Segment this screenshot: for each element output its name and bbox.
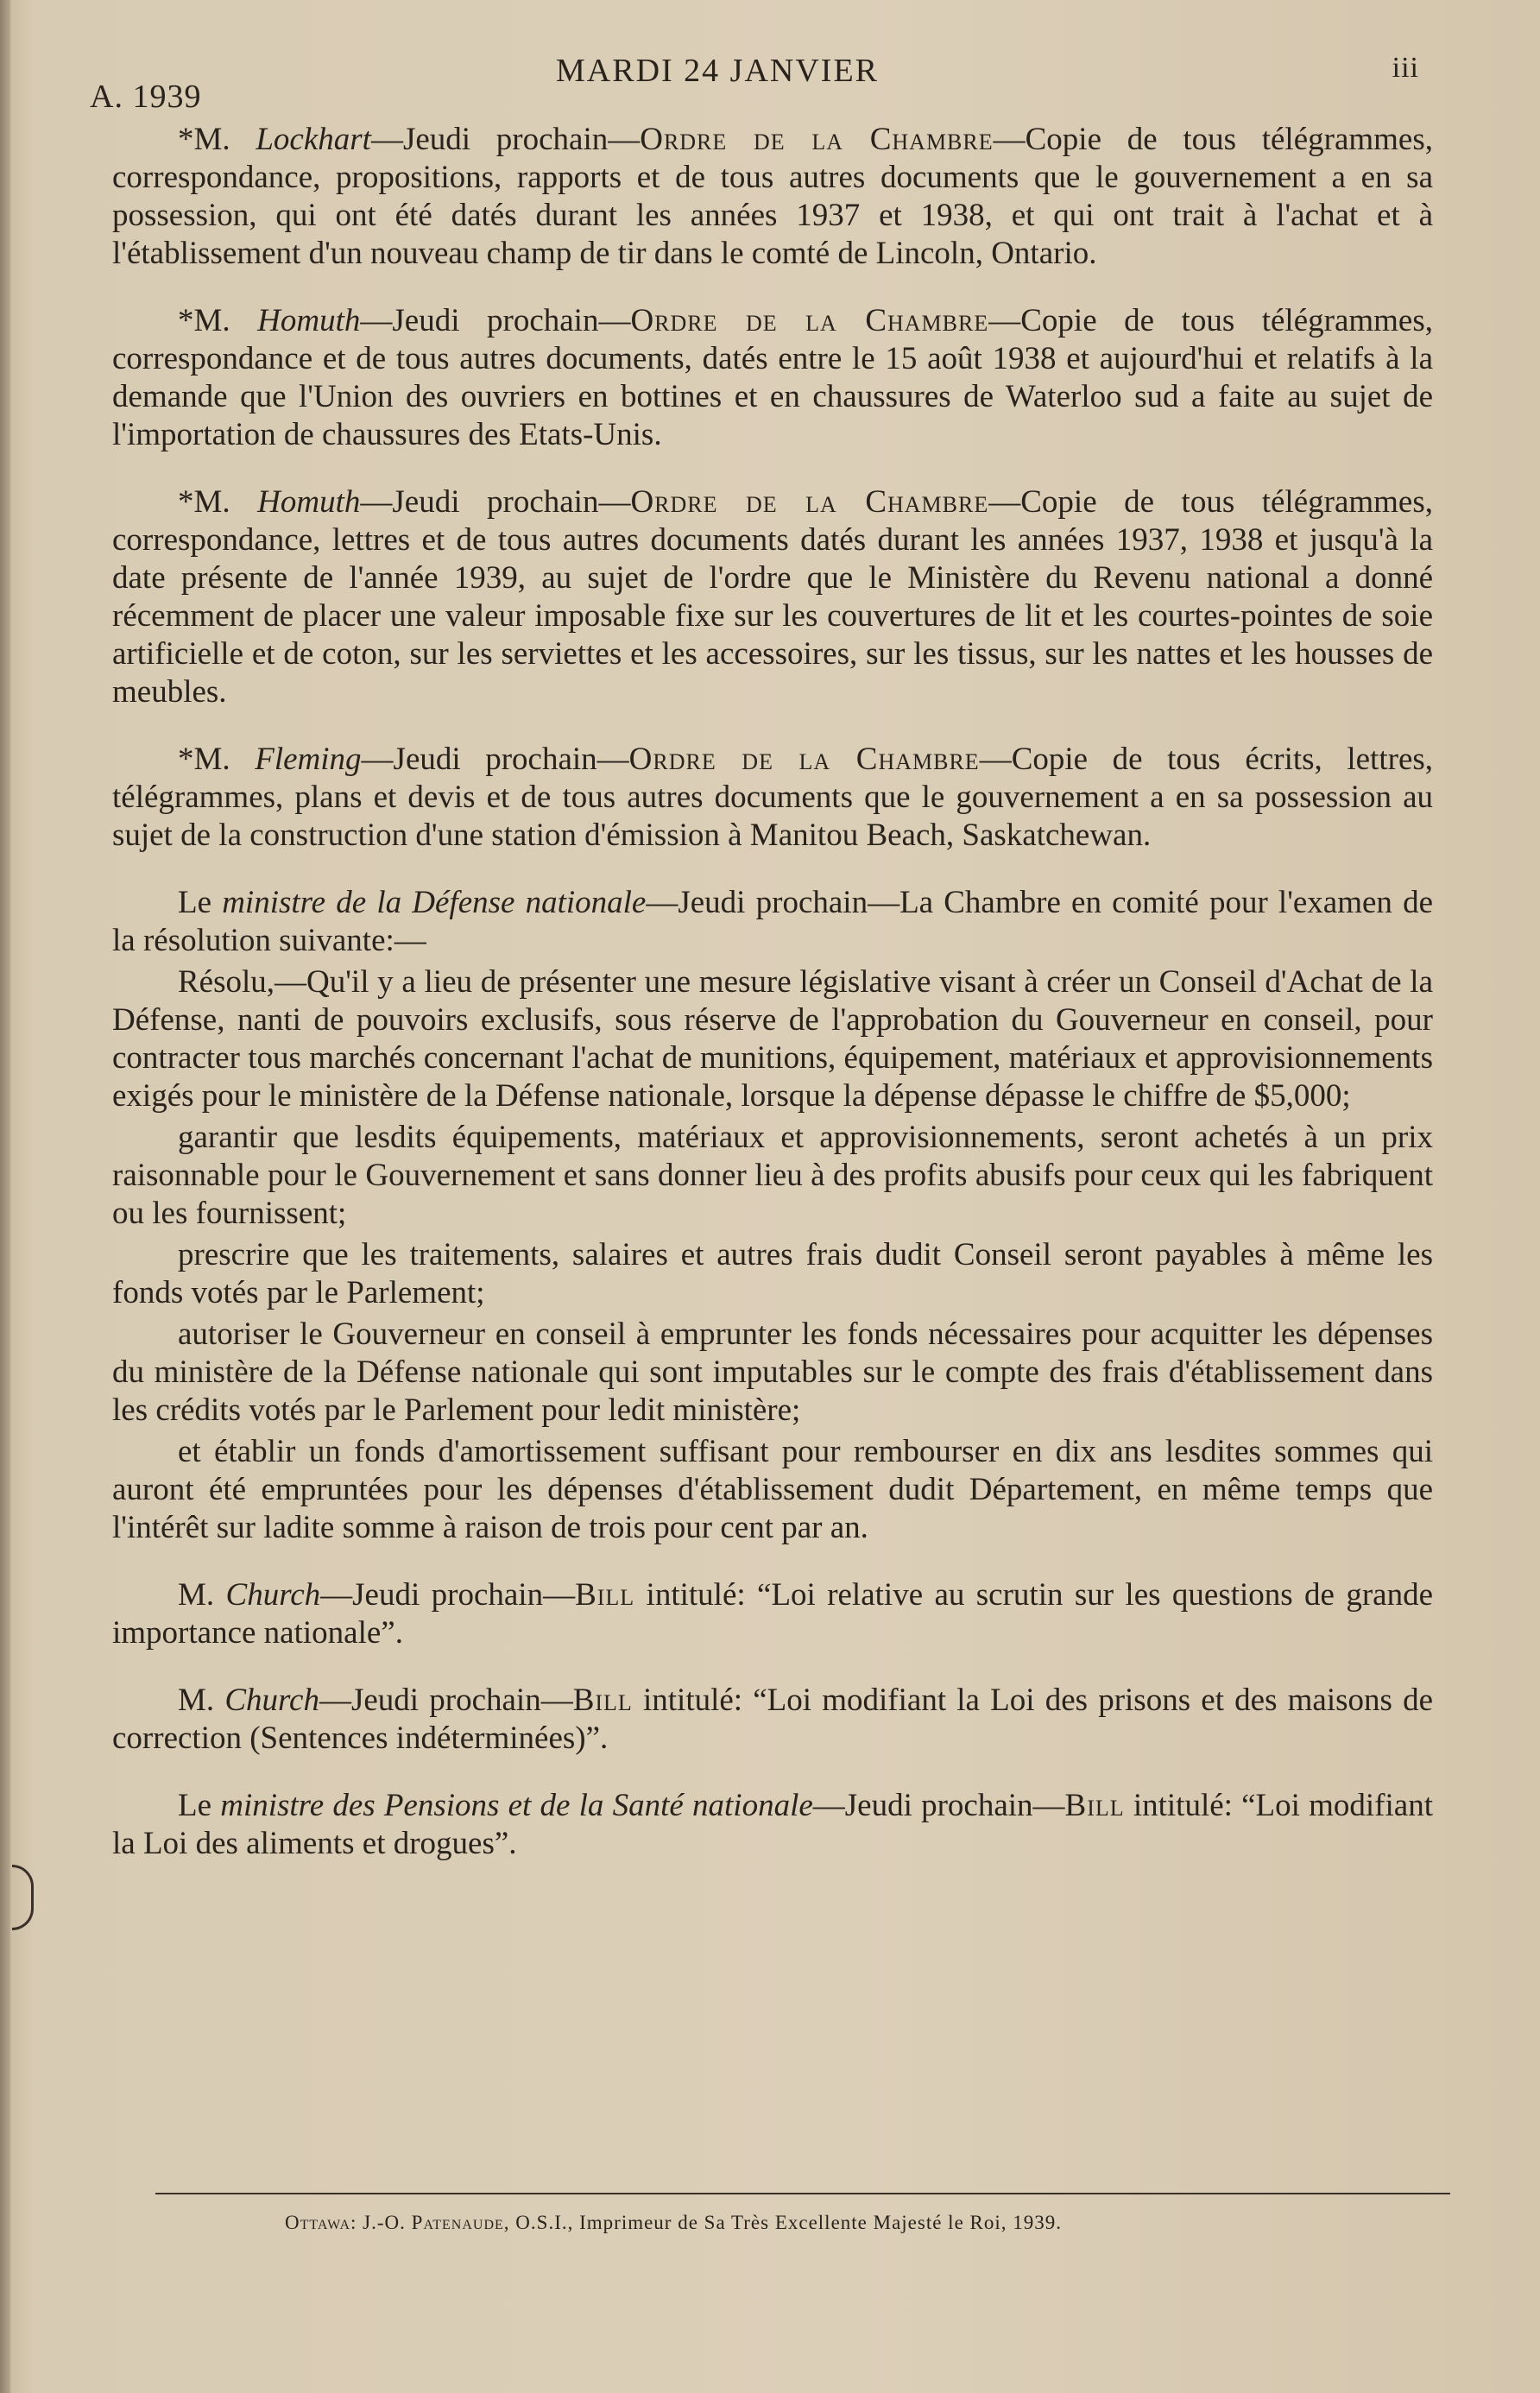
notice-text: —Copie de tous télégrammes, correspondance, lettres et de tous autres documents datés durant les années 1937, 1938 et jusqu'à la date présente de l'année 1939, au sujet de l'ordre que le Ministère du Revenu national a donné récemment de placer une valeur imposable fixe sur les couvertures de lit et les courtes-pointes de soie artificielle et de coton, sur les serviettes et les accessoires, sur les tissus, sur les nattes et les housses de meubles. (112, 484, 1433, 710)
notice-paragraph (112, 741, 1433, 855)
bill-label: Bill (1064, 1788, 1125, 1823)
order-label: Ordre de la Chambre (630, 303, 989, 338)
notice-paragraph (112, 483, 1433, 711)
order-label: Ordre de la Chambre (630, 484, 989, 520)
notice-prefix: M. (178, 1683, 225, 1718)
notice-prefix: *M. (178, 122, 256, 157)
page-header (90, 52, 1419, 115)
member-name: Homuth (257, 303, 361, 338)
printer-imprint (285, 2212, 1407, 2234)
imprint-text: , O.S.I., Imprimeur de Sa Très Excellente Majesté le Roi, 1939. (503, 2212, 1063, 2233)
notice-connector: —Jeudi prochain— (320, 1577, 576, 1613)
member-name: Lockhart (256, 122, 371, 157)
resolution-clause: Résolu,—Qu'il y a lieu de présenter une mesure législative visant à créer un Conseil d'Achat de la Défense, nanti de pouvoirs exclusifs, sous réserve de l'approbation du Gouverneur en conseil, pour contracter tous marchés concernant l'achat de munitions, équipement, matériaux et approvisionnements exigés pour le ministère de la Défense nationale, lorsque la dépense dépasse le chiffre de $5,000; (112, 964, 1433, 1114)
bill-label: Bill (575, 1577, 635, 1613)
notice-prefix: M. (178, 1577, 226, 1613)
notice-prefix: *M. (178, 742, 256, 777)
notice-text: —Copie de tous télégrammes, correspondance et de tous autres documents, datés entre le 15 août 1938 et aujourd'hui et relatifs à la demande que l'Union des ouvriers en bottines et en chaussures de Waterloo sud a faite au sujet de l'importation de chaussures des Etats-Unis. (112, 303, 1433, 452)
imprint-printer: Patenaude (411, 2212, 504, 2233)
resolution-clause: autoriser le Gouverneur en conseil à emprunter les fonds nécessaires pour acquitter les dépenses du ministère de la Défense nationale qui sont imputables sur le compte des frais d'établissement dans les crédits votés par le Parlement pour ledit ministère; (112, 1316, 1433, 1428)
defense-notice (112, 884, 1433, 960)
notice-text: intitulé: “Loi modifiant la Loi des prisons et des maisons de correction (Sentences indéterminées)”. (112, 1683, 1434, 1756)
notice-connector: —Jeudi prochain— (370, 122, 641, 157)
notice-text: —Copie de tous télégrammes, correspondance, propositions, rapports et de tous autres documents que le gouvernement a en sa possession, qui ont été datés durant les années 1937 et 1938, et qui ont trait à l'achat et à l'établissement d'un nouveau champ de tir dans le comté de Lincoln, Ontario. (112, 122, 1433, 271)
imprint-initials: : J.-O. (350, 2212, 412, 2233)
notice-text: intitulé: “Loi modifiant la Loi des aliments et drogues”. (112, 1788, 1433, 1861)
notice-connector: —Jeudi prochain— (361, 742, 629, 777)
order-label: Ordre de la Chambre (628, 742, 980, 777)
header-date: MARDI 24 JANVIER (556, 53, 879, 89)
notice-text: intitulé: “Loi relative au scrutin sur les questions de grande importance nationale”. (112, 1577, 1433, 1651)
notice-prefix: Le (178, 885, 223, 920)
header-page-number: iii (1392, 52, 1419, 84)
bill-label: Bill (572, 1683, 633, 1718)
bill-notice (112, 1682, 1433, 1758)
notice-text: —Copie de tous écrits, lettres, télégrammes, plans et devis et de tous autres documents que le gouvernement a en sa possession au sujet de la construction d'une station d'émission à Manitou Beach, Saskatchewan. (112, 742, 1434, 853)
member-name: Church (225, 1577, 321, 1613)
notice-connector: —Jeudi prochain— (360, 303, 631, 338)
notice-prefix: *M. (178, 303, 258, 338)
notice-connector: —Jeudi prochain— (360, 484, 631, 520)
notice-prefix: Le (178, 1788, 221, 1823)
footer-rule (155, 2193, 1450, 2194)
imprint-city: Ottawa (285, 2212, 351, 2233)
bill-notice (112, 1787, 1433, 1863)
page-spine-edge (0, 0, 10, 2393)
page-body (112, 121, 1433, 1892)
resolution-clause: prescrire que les traitements, salaires et autres frais dudit Conseil seront payables à même les fonds votés par le Parlement; (112, 1237, 1433, 1310)
resolution-clause: et établir un fonds d'amortissement suffisant pour rembourser en dix ans lesdites sommes qui auront été empruntées pour les dépenses d'établissement dudit Département, en même temps que l'intérêt sur ladite somme à raison de trois pour cent par an. (112, 1434, 1433, 1545)
notice-paragraph (112, 302, 1433, 454)
bill-notice (112, 1576, 1433, 1652)
member-name: Fleming (255, 742, 362, 777)
notice-paragraph (112, 121, 1433, 273)
notice-connector: —Jeudi prochain— (812, 1788, 1065, 1823)
minister-name: ministre des Pensions et de la Santé nationale (220, 1788, 813, 1823)
member-name: Church (224, 1683, 319, 1718)
notice-connector: —Jeudi prochain— (319, 1683, 573, 1718)
notice-prefix: *M. (178, 484, 258, 520)
binding-mark (12, 1865, 34, 1930)
header-session-year: A. 1939 (90, 79, 202, 115)
resolution-clause: garantir que lesdits équipements, matériaux et approvisionnements, seront achetés à un prix raisonnable pour le Gouvernement et sans donner lieu à des profits abusifs pour ceux qui les fabriquent ou les fournissent; (112, 1120, 1433, 1231)
order-label: Ordre de la Chambre (640, 122, 994, 157)
member-name: Homuth (257, 484, 361, 520)
minister-name: ministre de la Défense nationale (222, 885, 647, 920)
notice-text: —Jeudi prochain—La Chambre en comité pour l'examen de la résolution suivante:— (112, 885, 1433, 958)
